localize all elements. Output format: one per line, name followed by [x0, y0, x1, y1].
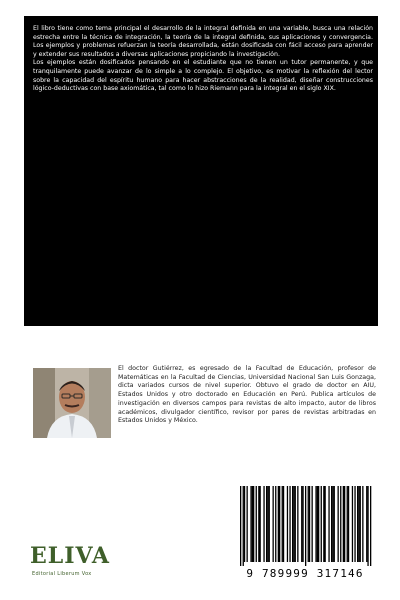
barcode-bar: [283, 486, 284, 562]
barcode-bar: [269, 486, 270, 562]
barcode-bar: [278, 486, 279, 562]
barcode-bar: [309, 486, 310, 562]
barcode-bar: [282, 486, 283, 562]
barcode-bar: [325, 486, 326, 562]
barcode-bar: [366, 486, 367, 562]
barcode-bar: [332, 486, 333, 562]
barcode-bar: [250, 486, 251, 562]
barcode-bar: [266, 486, 267, 562]
barcode-bar: [331, 486, 332, 562]
barcode-bar: [267, 486, 268, 562]
barcode-bar: [352, 486, 353, 562]
barcode-bar: [301, 486, 302, 562]
barcode-bar: [328, 486, 329, 562]
isbn-number: 9 789999 317146: [246, 567, 364, 580]
book-blurb: [33, 25, 373, 94]
author-photo: [33, 368, 111, 438]
barcode-bar: [258, 486, 259, 562]
barcode-bar: [321, 486, 322, 562]
barcode-bar: [244, 486, 245, 562]
barcode-bar: [260, 486, 261, 562]
barcode-bar: [240, 486, 241, 566]
barcode-bar: [315, 486, 316, 562]
blurb-paragraph-2: Los ejemplos están dosificados pensando en el estudiante que no tienen un tutor permanente, y que tranquilamente puede avanzar de lo simple a lo complejo. El objetivo, es motivar la reflexión del lector sobre la capacidad del espíritu humano para hacer abstracciones de la realidad, diseñar construcciones lógico-deductivas con base axiomática, tal como lo hizo Riemann para la integral en el siglo XIX.: [33, 59, 373, 93]
barcode-bar: [360, 486, 361, 562]
barcode-bar: [347, 486, 348, 562]
barcode-bar: [312, 486, 313, 562]
barcode-bar: [358, 486, 359, 562]
barcode-bar: [340, 486, 341, 562]
barcode-bar: [275, 486, 276, 562]
barcode-bar: [279, 486, 280, 562]
barcode-bar: [293, 486, 294, 562]
barcode-bar: [247, 486, 248, 562]
barcode-bar: [318, 486, 319, 562]
barcode-bar: [354, 486, 355, 562]
barcode-bar: [367, 486, 368, 566]
barcode-bar: [302, 486, 303, 562]
barcode-bar: [334, 486, 335, 562]
barcode-bar: [289, 486, 290, 562]
barcode-bar: [243, 486, 244, 566]
publisher-tagline: Editorial Liberum Vox: [32, 571, 92, 577]
barcode-bar: [252, 486, 253, 562]
barcode-bar: [348, 486, 349, 562]
barcode-bar: [253, 486, 254, 562]
barcode-bar: [323, 486, 324, 562]
barcode-icon: [232, 484, 378, 566]
barcode-bar: [292, 486, 293, 562]
barcode-bar: [317, 486, 318, 562]
barcode-bar: [256, 486, 257, 562]
author-bio: El doctor Gutiérrez, es egresado de la Facultad de Educación, profesor de Matemáticas en la Facultad de Ciencias, Universidad Nacional San Luis Gonzaga, dicta variados cursos de nivel superior. Obtuvo el grado de doctor en AIU, Estados Unidos y otro doctorado en Educación en Perú. Publica artículos de investigación en diversos campos para revistas de alto impacto, autor de libros académicos, divulgador científico, revisor por pares de revistas arbitradas en Estados Unidos y México.: [118, 365, 376, 425]
barcode-bar: [297, 486, 298, 562]
author-portrait-icon: [33, 368, 111, 438]
barcode-bar: [273, 486, 274, 562]
barcode-bar: [357, 486, 358, 562]
barcode-bar: [308, 486, 309, 562]
barcode-bar: [287, 486, 288, 562]
publisher-logo: [30, 543, 110, 583]
barcode-bar: [362, 486, 363, 562]
blurb-paragraph-1: El libro tiene como tema principal el desarrollo de la integral definida en una variable, busca una relación estrecha entre la técnica de integración, la teoría de la integral definida, sus aplicaciones y convergencia. Los ejemplos y problemas refuerzan la teoría desarrollada, están dosificada con fácil acceso para aprender y extender sus resultados a diversas aplicaciones propiciando la investigación.: [33, 25, 373, 58]
barcode-bar: [338, 486, 339, 562]
barcode-bar: [295, 486, 296, 562]
isbn-barcode: [232, 484, 378, 580]
barcode-bar: [370, 486, 371, 566]
barcode-bar: [344, 486, 345, 562]
barcode-bar: [305, 486, 306, 566]
barcode-bar: [343, 486, 344, 562]
publisher-logo-text: ELIVA: [30, 543, 110, 569]
barcode-bar: [263, 486, 264, 562]
